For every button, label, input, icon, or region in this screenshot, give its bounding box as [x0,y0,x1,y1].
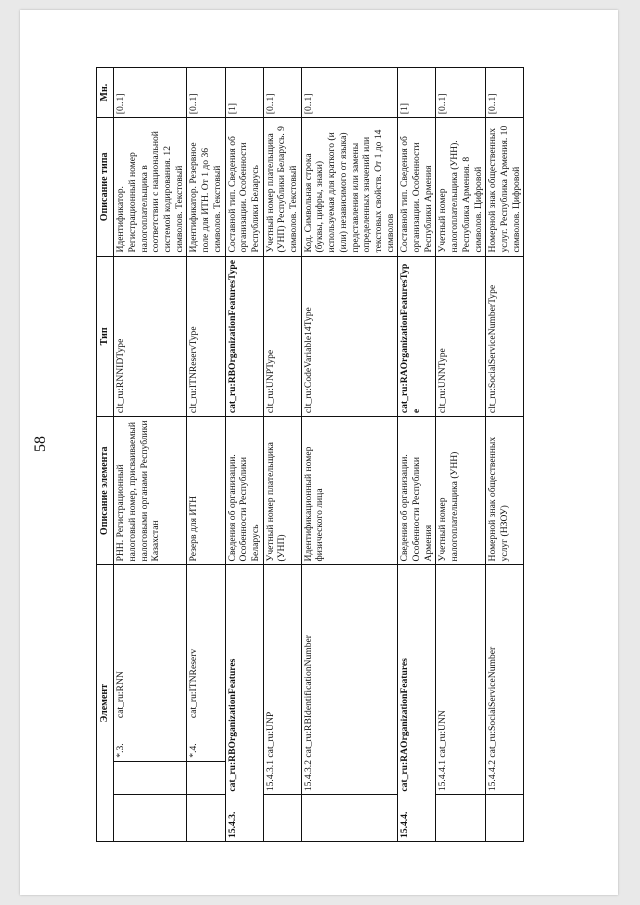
type-description: Номерной знак общественных услуг. Республика Армения. 10 символов. Цифровой [486,118,524,256]
multiplicity: [0..1] [486,68,524,118]
type-description: Учетный номер плательщика (УНП) Республики Беларусь. 9 символов. Текстовый [263,118,301,256]
element-name [263,565,301,795]
header-type: Тип [97,256,114,417]
element-type: clt_ru:ITNReservType [187,256,225,417]
table-row [301,68,398,842]
element-name: cat_ru:RAOrganizationFeatures [398,565,436,795]
spec-table [96,67,524,842]
table-row [398,68,436,842]
element-name-text: cat_ru:SocialServiceNumber [487,646,499,758]
multiplicity: [1] [225,68,263,118]
type-description: Код. Символьная строка (буквы, цифры, знаки) используемая для краткого (и (или) независимого от языка) представления или замены определенных значений или текстовых свойств. От 1 до 14 символов [301,118,398,256]
element-number: 15.4.3. [225,795,263,842]
multiplicity: [0..1] [301,68,398,118]
element-type: clt_ru:UNPType [263,256,301,417]
element-type: cat_ru:RBOrganizationFeaturesType [225,256,263,417]
element-number: 15.4.4.1 [437,759,449,792]
header-element: Элемент [97,565,114,842]
multiplicity: [0..1] [436,68,486,118]
type-description: Идентификатор. Регистрационный номер налогоплательщика в соответствии с национальной системой кодирования. 12 символов. Текстовый [114,118,187,256]
element-description: Учетный номер плательщика (УНП) [263,417,301,565]
element-name: cat_ru:RBOrganizationFeatures [225,565,263,795]
element-number: 15.4.4.2 [487,759,499,792]
element-type: clt_ru:CodeVariable14Type [301,256,398,417]
type-description: Учетный номер налогоплательщика (УНН). Республика Армения. 8 символов. Цифровой [436,118,486,256]
element-name-text: cat_ru:UNN [437,710,449,758]
element-name [301,565,398,795]
element-description: Номерной знак общественных услуг (НЗОУ) [486,417,524,565]
element-type: cat_ru:RAOrganizationFeaturesType [398,256,436,417]
table-header-row [97,68,114,842]
indent-cell [114,761,187,794]
header-element-desc: Описание элемента [97,417,114,565]
multiplicity: [0..1] [114,68,187,118]
multiplicity: [0..1] [187,68,225,118]
element-description: Идентификационный номер физического лица [301,417,398,565]
type-description: Составной тип. Сведения об организации. Особенности Республики Армения [398,118,436,256]
element-name: cat_ru:RNN [114,565,187,721]
header-type-desc: Описание типа [97,118,114,256]
element-type: clt_ru:RNNIDType [114,256,187,417]
element-number: *.4. [187,721,225,761]
spec-table-container [96,67,524,842]
element-name-text: cat_ru:UNP [264,711,276,758]
element-description: Резерв для ИТН [187,417,225,565]
multiplicity: [1] [398,68,436,118]
page-number: 58 [32,436,49,452]
indent-cell [187,761,225,794]
element-description: Учетный номер налогоплательщика (УНН) [436,417,486,565]
element-name [486,565,524,795]
table-row [114,68,187,842]
indent-cell [263,795,301,842]
table-row [486,68,524,842]
element-type: clt_ru:SocialServiceNumberType [486,256,524,417]
element-type: clt_ru:UNNType [436,256,486,417]
element-number: *.3. [114,721,187,761]
type-description: Идентификатор. Резервное поле для ИТН. От 1 до 36 символов. Текстовый [187,118,225,256]
element-description: Сведения об организации. Особенности Республики Беларусь [225,417,263,565]
indent-cell [486,795,524,842]
indent-cell [114,795,187,842]
element-description: РНН. Регистрационный налоговый номер, присваиваемый налоговыми органами Республики Казахстан [114,417,187,565]
table-row [225,68,263,842]
indent-cell [301,795,398,842]
element-name: cat_ru:ITNReserv [187,565,225,721]
multiplicity: [0..1] [263,68,301,118]
header-multiplicity: Мн. [97,68,114,118]
table-row [436,68,486,842]
element-number: 15.4.3.2 [302,759,314,792]
indent-cell [187,795,225,842]
element-number: 15.4.3.1 [264,759,276,792]
element-name [436,565,486,795]
element-name-text: cat_ru:RBIdentificationNumber [302,635,314,758]
table-row [263,68,301,842]
type-description: Составной тип. Сведения об организации. Особенности Республики Беларусь [225,118,263,256]
indent-cell [436,795,486,842]
element-description: Сведения об организации. Особенности Республики Армения [398,417,436,565]
element-number: 15.4.4. [398,795,436,842]
table-row [187,68,225,842]
